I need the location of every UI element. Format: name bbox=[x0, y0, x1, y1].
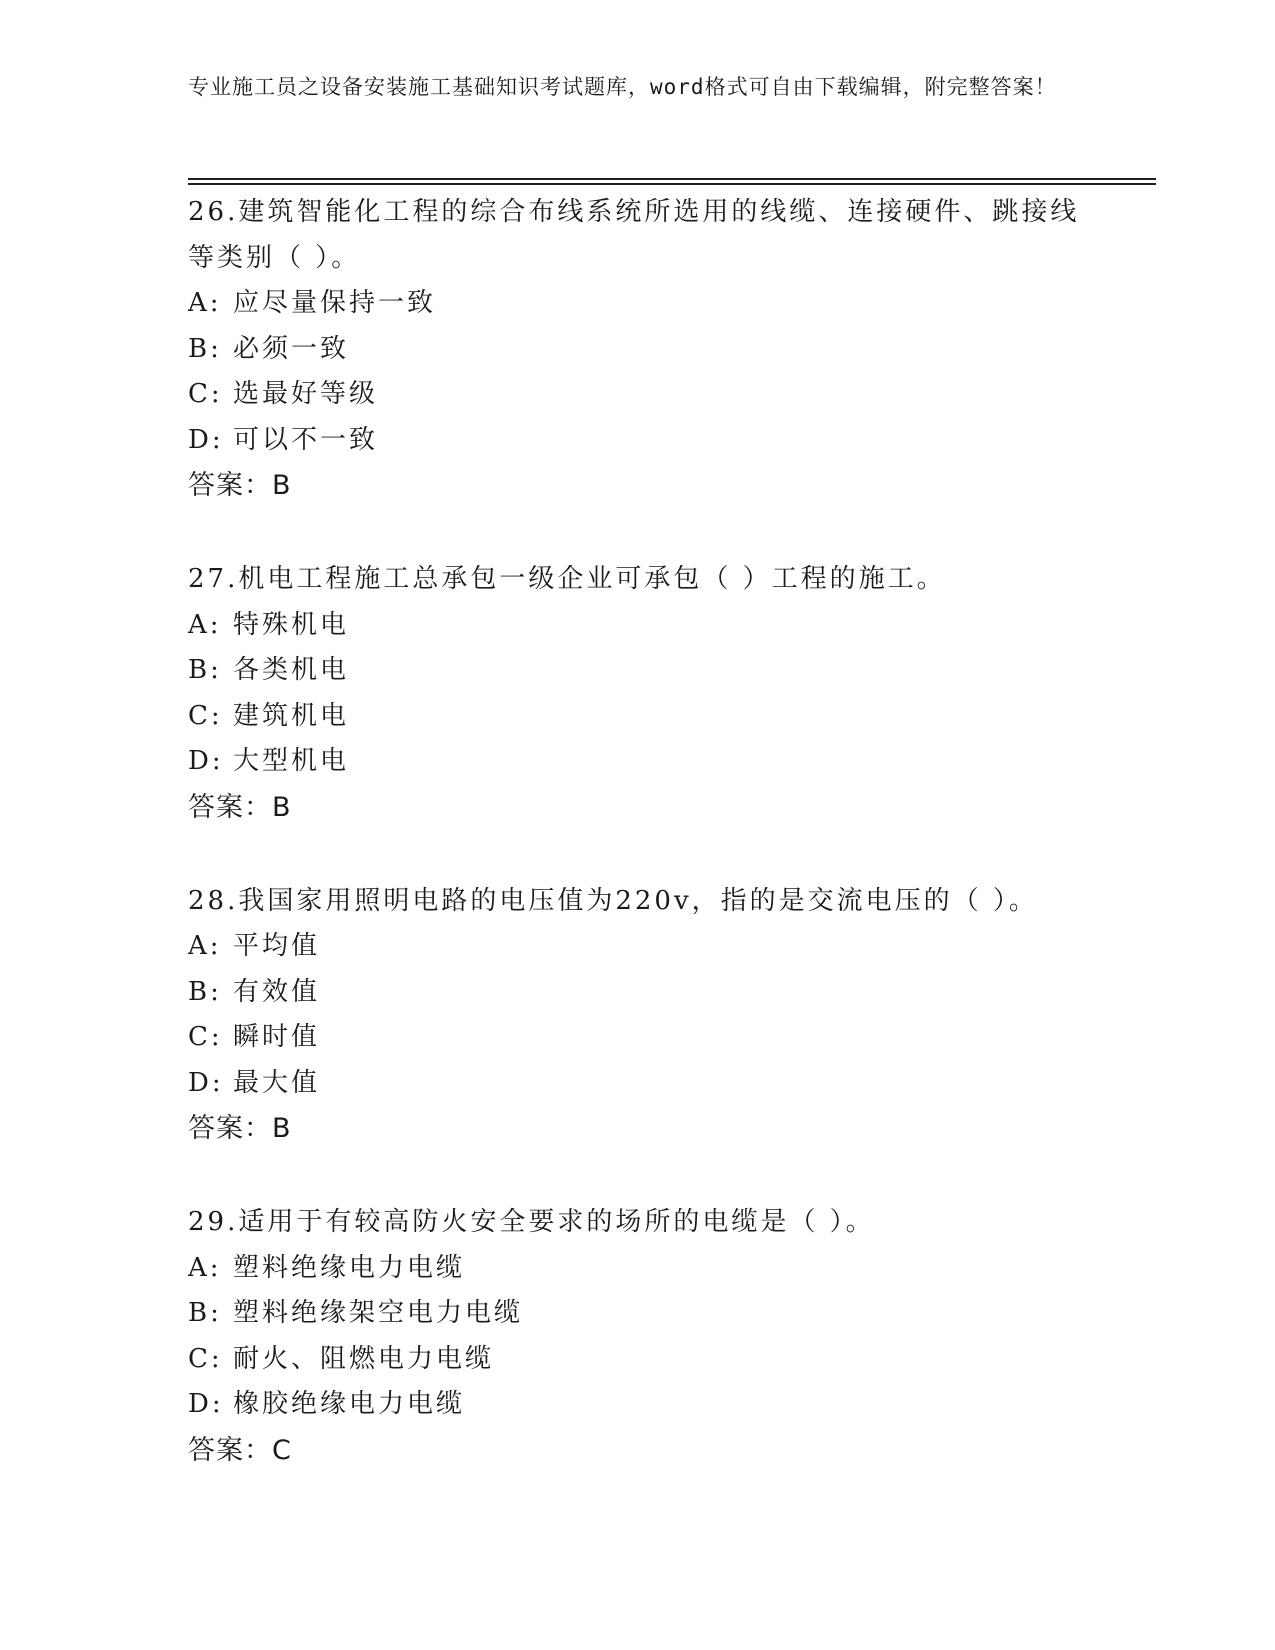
option-letter: D: bbox=[188, 746, 224, 776]
answer-line: 答案：B bbox=[188, 791, 292, 823]
option-text: 可以不一致 bbox=[233, 424, 379, 455]
option-letter: B: bbox=[188, 655, 222, 685]
option-letter: B: bbox=[188, 1298, 222, 1328]
option-letter: C: bbox=[188, 379, 223, 409]
option-text: 平均值 bbox=[233, 931, 321, 961]
option-letter: B: bbox=[188, 976, 222, 1007]
option-text: 大型机电 bbox=[233, 746, 350, 776]
question-text: 27.机电工程施工总承包一级企业可承包（ ）工程的施工。 bbox=[188, 564, 946, 594]
option-d bbox=[188, 1061, 1088, 1107]
option-letter: A: bbox=[188, 1252, 222, 1283]
option-text: 各类机电 bbox=[233, 655, 350, 685]
option-text: 耐火、阻燃电力电缆 bbox=[233, 1343, 495, 1374]
option-letter: C: bbox=[188, 1022, 223, 1052]
answer-line: 答案：C bbox=[188, 1434, 292, 1466]
option-b bbox=[188, 970, 1088, 1016]
question-item bbox=[188, 557, 1088, 831]
option-d bbox=[188, 1382, 1088, 1428]
option-text: 必须一致 bbox=[233, 333, 350, 364]
question-item bbox=[188, 879, 1088, 1153]
option-d bbox=[188, 418, 1088, 464]
option-b bbox=[188, 648, 1088, 694]
option-c bbox=[188, 1337, 1088, 1383]
option-a bbox=[188, 1246, 1088, 1292]
option-letter: A: bbox=[188, 288, 222, 318]
answer-line: 答案：B bbox=[188, 1113, 292, 1144]
option-text: 瞬时值 bbox=[233, 1022, 321, 1052]
option-text: 塑料绝缘电力电缆 bbox=[233, 1252, 466, 1283]
question-text: 29.适用于有较高防火安全要求的场所的电缆是（ ）。 bbox=[188, 1207, 875, 1237]
option-text: 橡胶绝缘电力电缆 bbox=[233, 1389, 466, 1419]
option-c bbox=[188, 372, 1088, 418]
option-d bbox=[188, 739, 1088, 785]
question-text: 28.我国家用照明电路的电压值为220v，指的是交流电压的（ ）。 bbox=[188, 885, 1038, 916]
option-letter: C: bbox=[188, 1343, 223, 1374]
option-a bbox=[188, 281, 1088, 327]
option-letter: D: bbox=[188, 1389, 224, 1419]
option-letter: D: bbox=[188, 1067, 224, 1098]
option-text: 有效值 bbox=[233, 976, 321, 1007]
option-text: 塑料绝缘架空电力电缆 bbox=[233, 1298, 524, 1328]
option-c bbox=[188, 1015, 1088, 1061]
option-letter: C: bbox=[188, 700, 223, 731]
option-text: 特殊机电 bbox=[233, 609, 350, 640]
option-a bbox=[188, 924, 1088, 970]
option-letter: D: bbox=[188, 424, 224, 455]
question-item bbox=[188, 1200, 1088, 1474]
option-b bbox=[188, 327, 1088, 373]
option-text: 建筑机电 bbox=[233, 700, 350, 731]
option-letter: A: bbox=[188, 609, 222, 640]
option-c bbox=[188, 694, 1088, 740]
option-text: 选最好等级 bbox=[233, 379, 379, 409]
header-divider-top bbox=[188, 178, 1156, 180]
answer-line: 答案：B bbox=[188, 470, 292, 501]
option-text: 应尽量保持一致 bbox=[233, 288, 437, 318]
question-text: 26.建筑智能化工程的综合布线系统所选用的线缆、连接硬件、跳接线等类别（ ）。 bbox=[188, 197, 1080, 273]
header-divider-bottom bbox=[188, 183, 1156, 185]
option-text: 最大值 bbox=[233, 1067, 321, 1098]
option-a bbox=[188, 603, 1088, 649]
option-letter: A: bbox=[188, 931, 222, 961]
option-b bbox=[188, 1291, 1088, 1337]
option-letter: B: bbox=[188, 333, 222, 364]
page-header-title: 专业施工员之设备安装施工基础知识考试题库，word格式可自由下载编辑，附完整答案！ bbox=[188, 75, 1057, 99]
question-list bbox=[188, 190, 1088, 1522]
question-item bbox=[188, 190, 1088, 509]
